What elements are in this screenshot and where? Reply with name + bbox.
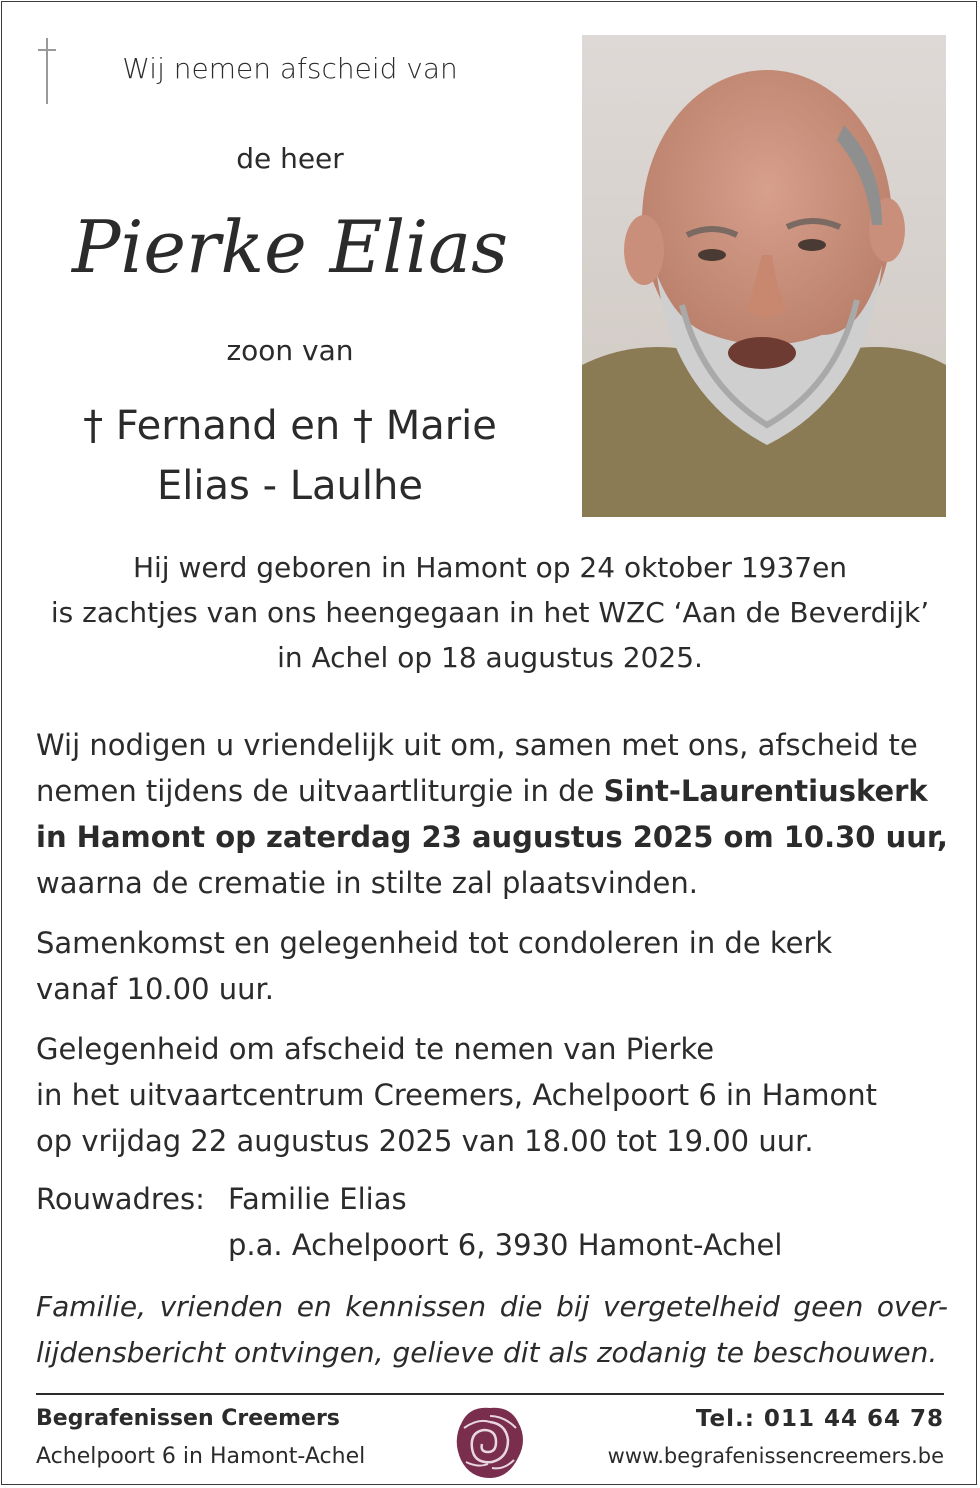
notice-paragraph bbox=[36, 1284, 948, 1376]
notice-word: bij bbox=[556, 1290, 590, 1323]
intro-text: Wij nemen afscheid van bbox=[122, 52, 458, 85]
gathering-line-1: Samenkomst en gelegenheid tot condoleren in de kerk bbox=[36, 926, 833, 960]
rose-icon bbox=[452, 1402, 528, 1482]
deceased-name bbox=[40, 190, 540, 310]
address-name: Familie Elias bbox=[228, 1182, 407, 1216]
son-of-text: zoon van bbox=[226, 334, 354, 367]
birth-line-2: is zachtjes van ons heengegaan in het WZC ‘Aan de Beverdijk’ bbox=[50, 596, 930, 629]
invite-line-3: in Hamont op zaterdag 23 augustus 2025 om 10.30 uur, bbox=[36, 820, 948, 854]
address-street: p.a. Achelpoort 6, 3930 Hamont-Achel bbox=[228, 1228, 783, 1262]
parents-block bbox=[40, 396, 540, 516]
viewing-line-2: in het uitvaartcentrum Creemers, Achelpoort 6 in Hamont bbox=[36, 1078, 877, 1112]
parents-line-2: Elias - Laulhe bbox=[157, 463, 423, 509]
notice-word: Familie, bbox=[36, 1290, 147, 1323]
notice-word: vergetelheid bbox=[602, 1290, 780, 1323]
gathering-line-2: vanaf 10.00 uur. bbox=[36, 972, 274, 1006]
birth-line-3: in Achel op 18 augustus 2025. bbox=[277, 641, 703, 674]
invite-line-4: waarna de crematie in stilte zal plaatsvinden. bbox=[36, 866, 698, 900]
funeral-home-address: Achelpoort 6 in Hamont-Achel bbox=[36, 1444, 366, 1469]
funeral-home-name: Begrafenissen Creemers bbox=[36, 1406, 340, 1431]
notice-word: geen bbox=[793, 1290, 864, 1323]
notice-word: en bbox=[296, 1290, 332, 1323]
notice-word: die bbox=[499, 1290, 543, 1323]
notice-word: kennissen bbox=[345, 1290, 487, 1323]
cross-icon bbox=[36, 36, 58, 106]
invite-line-1: Wij nodigen u vriendelijk uit om, samen met ons, afscheid te bbox=[36, 728, 918, 762]
title-text: de heer bbox=[236, 142, 344, 175]
notice-line-2: lijdensbericht ontvingen, gelieve dit als zodanig te beschouwen. bbox=[36, 1336, 938, 1369]
notice-word: over- bbox=[876, 1290, 948, 1323]
birth-paragraph bbox=[0, 545, 980, 680]
invitation-paragraph bbox=[36, 722, 956, 906]
invite-line-2-text: nemen tijdens de uitvaartliturgie in de bbox=[36, 774, 604, 808]
footer-divider bbox=[36, 1393, 944, 1395]
viewing-line-1: Gelegenheid om afscheid te nemen van Pierke bbox=[36, 1032, 715, 1066]
invite-line-2 bbox=[36, 768, 956, 814]
parents-line-1: † Fernand en † Marie bbox=[83, 403, 497, 449]
birth-line-1: Hij werd geboren in Hamont op 24 oktober 1937en bbox=[132, 551, 848, 584]
portrait-photo bbox=[582, 35, 946, 517]
church-name: Sint-Laurentiuskerk bbox=[603, 774, 928, 808]
notice-line-1 bbox=[36, 1284, 948, 1330]
deceased-name-text: Pierke Elias bbox=[71, 205, 509, 289]
address-label: Rouwadres: bbox=[36, 1182, 205, 1216]
viewing-line-3: op vrijdag 22 augustus 2025 van 18.00 tot 19.00 uur. bbox=[36, 1124, 814, 1158]
funeral-home-phone: Tel.: 011 44 64 78 bbox=[695, 1406, 944, 1432]
gathering-paragraph bbox=[36, 920, 956, 1012]
funeral-home-website[interactable]: www.begrafenissencreemers.be bbox=[607, 1444, 944, 1468]
notice-word: vrienden bbox=[159, 1290, 284, 1323]
viewing-paragraph bbox=[36, 1026, 956, 1164]
